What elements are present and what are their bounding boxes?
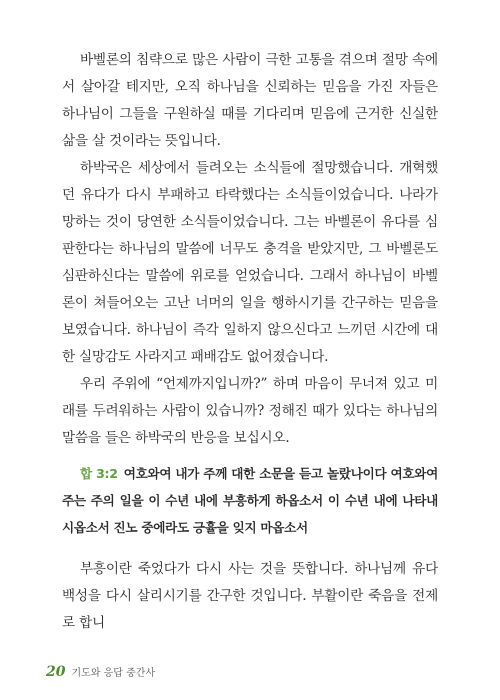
- scripture-quote: [62, 460, 438, 541]
- scripture-reference: 합 3:2: [80, 466, 118, 481]
- continuation-text: [62, 556, 438, 637]
- paragraph-1: 바벨론의 침략으로 많은 사람이 극한 고통을 겪으며 절망 속에서 살아갈 테지만, 오직 하나님을 신뢰하는 믿음을 가진 자들은 하나님이 그들을 구원하실 때를 기다리며 믿음에 근거한 신실한 삶을 살 것이라는 뜻입니다.: [62, 52, 438, 149]
- scripture-text: 여호와여 내가 주께 대한 소문을 듣고 놀랐나이다 여호와여 주는 주의 일을 이 수년 내에 부흥하게 하옵소서 이 수년 내에 나타내시옵소서 진노 중에라도 긍휼을 잊지 마옵소서: [62, 466, 438, 535]
- paragraph-3: 우리 주위에 “언제까지입니까?” 하며 마음이 무너져 있고 미래를 두려워하는 사람이 있습니까? 정해진 때가 있다는 하나님의 말씀을 들은 하박국의 반응을 보십시오.: [62, 376, 438, 446]
- page-footer: [46, 664, 155, 684]
- paragraph-2: 하박국은 세상에서 들려오는 소식들에 절망했습니다. 개혁했던 유다가 다시 부패하고 타락했다는 소식들이었습니다. 나라가 망하는 것이 당연한 소식들이었습니다. 그는 바벨론이 유다를 심판한다는 하나님의 말씀에 너무도 충격을 받았지만, 그 바벨론도 심판하신다는 말씀에 위로를 얻었습니다. 그래서 하나님이 바벨론이 쳐들어오는 고난 너머의 일을 행하시기를 간구하는 믿음을 보였습니다. 하나님이 즉각 일하지 않으신다고 느끼던 시간에 대한 실망감도 사라지고 패배감도 없어졌습니다.: [62, 160, 438, 365]
- paragraph-4: 부흥이란 죽었다가 다시 사는 것을 뜻합니다. 하나님께 유다 백성을 다시 살리시기를 간구한 것입니다. 부활이란 죽음을 전제로 합니: [62, 561, 438, 631]
- running-title: 기도와 응답 중간사: [71, 668, 156, 679]
- body-text: [62, 47, 438, 452]
- page-number: 20: [46, 664, 66, 680]
